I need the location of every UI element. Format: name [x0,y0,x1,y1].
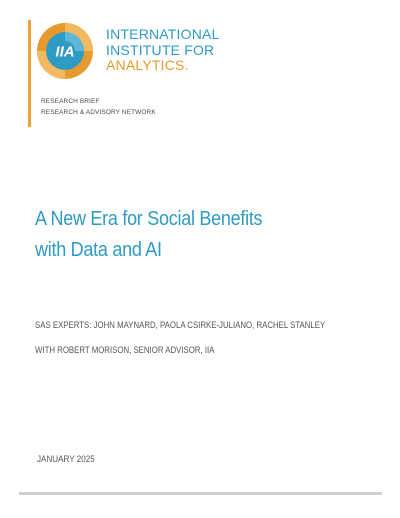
brief-network: RESEARCH & ADVISORY NETWORK [41,109,156,116]
page-title [35,204,262,266]
brief-type: RESEARCH BRIEF [41,98,100,105]
footer-rule [19,492,382,495]
authors [35,313,325,363]
authors-line-2: WITH ROBERT MORISON, SENIOR ADVISOR, IIA [35,345,215,355]
publication-date: JANUARY 2025 [37,454,95,464]
brief-labels [41,96,156,118]
logo-mark-text: IIA [55,43,75,61]
authors-line-1: SAS EXPERTS: JOHN MAYNARD, PAOLA CSIRKE-JULIANO, RACHEL STANLEY [35,320,326,330]
title-line-2: with Data and AI [35,239,162,261]
title-line-1: A New Era for Social Benefits [35,208,263,230]
logo-line-3: ANALYTICS. [106,57,189,73]
logo-line-1: INTERNATIONAL [106,26,220,42]
logo-wordmark [106,27,220,74]
iia-logo-icon [36,22,94,80]
logo-line-2: INSTITUTE FOR [106,41,215,58]
accent-bar [28,20,31,127]
